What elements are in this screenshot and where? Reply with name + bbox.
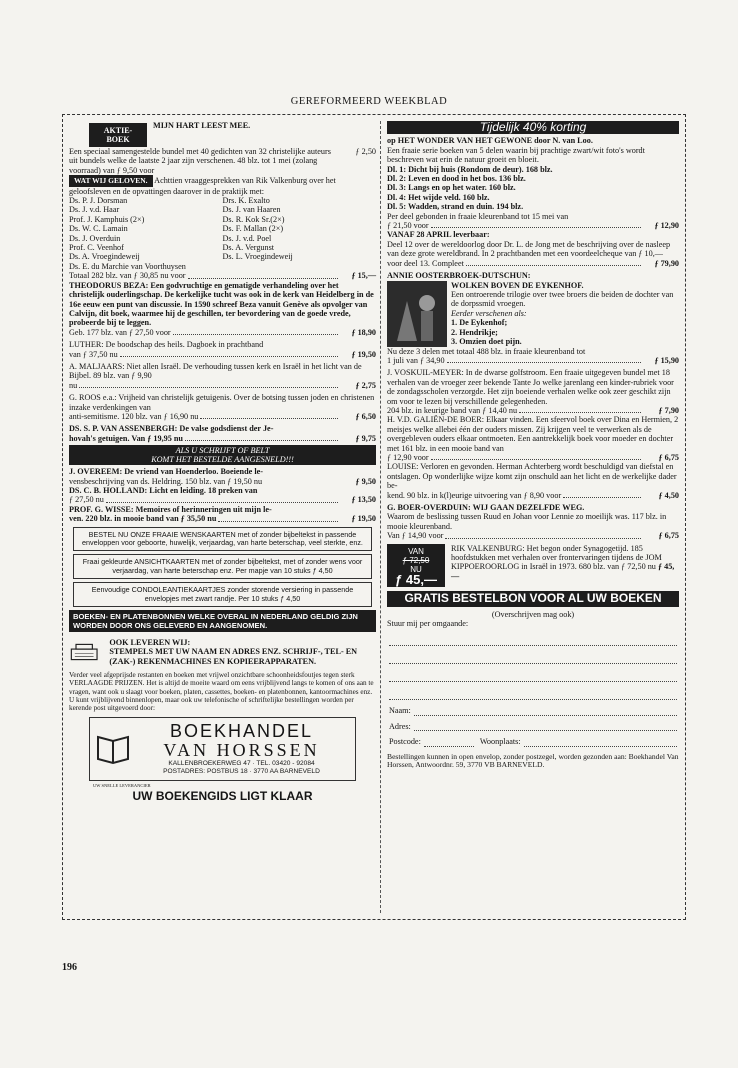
wat-total: Totaal 282 blz. van ƒ 30,85 nu voor bbox=[69, 271, 186, 281]
annie-last-1: Nu deze 3 delen met totaal 488 blz. in fraaie kleurenband tot bbox=[387, 346, 586, 356]
name-left-item: Ds. J. v.d. Haar bbox=[69, 205, 120, 215]
roos-price: ƒ 6,50 bbox=[355, 411, 376, 421]
galien-price: ƒ 6,75 bbox=[658, 452, 679, 462]
name-right-item: Ds. J. v.d. Poel bbox=[222, 233, 272, 243]
condoleantie-box: Eenvoudige CONDOLEANTIEKAARTJES zonder storende versiering in passende envelopjes met zwart randje. Per 10 stuks ƒ 4,50 bbox=[73, 582, 372, 607]
badge-van: VAN bbox=[408, 546, 424, 556]
name-right-item: Ds. R. Kok Sr.(2×) bbox=[222, 214, 285, 224]
rik-price: ƒ 45,— bbox=[451, 562, 675, 581]
schrijft-line-2: KOMT HET BESTELDE AANGESNELD!!! bbox=[151, 455, 294, 465]
rik-block bbox=[387, 544, 679, 588]
roos-last: anti-semitisme. 120 blz. van ƒ 16,90 nu bbox=[69, 411, 199, 421]
wat-text: Achttien vraaggesprekken van Rik Valkenburg over het geloofsleven en de opvattingen daarover in de praktijk met: bbox=[69, 176, 336, 196]
right-column bbox=[387, 121, 679, 913]
order-line-2[interactable] bbox=[389, 649, 677, 664]
order-line-3[interactable] bbox=[389, 667, 677, 682]
wonder-last-2: ƒ 21,50 voor bbox=[387, 221, 429, 231]
verder-text: Verder veel afgeprijsde restanten en boeken met vrijwel onzichtbare schoonheidsfoutjes tegen sterk VERLAAGDE PRIJZEN. Het is altijd de moeite waard om eens vrijblijvend langs te komen of ons aan te vragen, want ook u slaagt voor boeken, platen, cassettes, boeken- en platenbonnen, kantoormachines enz. U kunt vrijblijvend binnenlopen, maar ook uw telefonische of schriftelijke bestellingen worden per kerende post uitgevoerd door: bbox=[69, 671, 374, 713]
wenskaarten-box: BESTEL NU ONZE FRAAIE WENSKAARTEN met of zonder bijbeltekst in passende enveloppen voor geboorte, huwelijk, verjaardag, van harte beterschap, veel sterkte, enz. bbox=[73, 527, 372, 552]
wisse-text: PROF. G. WISSE: Memoires of herinneringen uit mijn le- bbox=[69, 504, 272, 514]
assenbergh-last: hovah's getuigen. Van ƒ 19,95 nu bbox=[69, 433, 183, 443]
ansichtkaarten-box: Fraai gekleurde ANSICHTKAARTEN met of zonder bijbeltekst, met of zonder wens voor verjaardag, van harte beterschap enz. Per mapje van 10 stuks ƒ 4,50 bbox=[73, 554, 372, 579]
name-left-item: Ds. P. J. Dorsman bbox=[69, 196, 128, 206]
shop-address-1: KALLENBROEKERWEG 47 · TEL. 03420 - 92084 bbox=[168, 759, 315, 767]
boer-last: Van ƒ 14,90 voor bbox=[387, 531, 444, 541]
advertisement-frame bbox=[62, 114, 686, 920]
luther-text: LUTHER: De boodschap des heils. Dagboek in prachtband bbox=[69, 340, 264, 350]
vanaf-price: ƒ 79,90 bbox=[654, 258, 679, 268]
wonder-last-1: Per deel gebonden in fraaie kleurenband tot 15 mei van bbox=[387, 211, 569, 221]
name-left-item: Ds. E. du Marchie van Voorthuysen bbox=[69, 261, 186, 271]
boer-heading: G. BOER-OVERDUIN: WIJ GAAN DEZELFDE WEG. bbox=[387, 503, 585, 512]
aktie-badge: AKTIE- BOEK bbox=[89, 123, 147, 147]
shop-address-2: POSTADRES: POSTBUS 18 · 3770 AA BARNEVELD bbox=[163, 767, 320, 775]
maljaars-text: A. MALJAARS: Niet allen Israël. De verhouding tussen kerk en Israël in het licht van de Bijbel. 89 blz. van ƒ 9,90 bbox=[69, 361, 362, 381]
deel-item: Dl. 5: Wadden, strand en duin. 194 blz. bbox=[387, 202, 524, 212]
aktie-price: ƒ 2,50 bbox=[355, 147, 376, 156]
louise-last: kend. 90 blz. in k(l)eurige uitvoering van ƒ 8,90 voor bbox=[387, 490, 562, 500]
name-left-item: Ds. W. C. Lamain bbox=[69, 224, 128, 234]
galien-last: ƒ 12,90 voor bbox=[387, 452, 429, 462]
annie-price: ƒ 15,90 bbox=[654, 355, 679, 365]
annie-block bbox=[387, 281, 679, 347]
overeem-last: vensbeschrijving van ds. Heldring. 150 blz. van ƒ 19,50 nu bbox=[69, 476, 263, 486]
stuur-label: Stuur mij per omgaande: bbox=[387, 619, 469, 629]
schrijft-line-1: ALS U SCHRIJFT OF BELT bbox=[175, 446, 270, 456]
aktie-text: Een speciaal samengestelde bundel met 40 gedichten van 32 christelijke auteurs uit bundels welke de laatste 2 jaar zijn verschenen. 48 blz. tot 1 mei (zolang voorraad) van ƒ 9,50 voor bbox=[69, 147, 331, 175]
aktie-title: MIJN HART LEEST MEE. bbox=[153, 121, 251, 130]
wat-badge: WAT WIJ GELOVEN. bbox=[69, 175, 153, 186]
adres-field[interactable] bbox=[389, 722, 677, 731]
woonplaats-label: Woonplaats: bbox=[479, 737, 521, 747]
price-badge bbox=[387, 544, 445, 588]
holland-price: ƒ 13,50 bbox=[351, 495, 376, 505]
wat-price: ƒ 15,— bbox=[351, 271, 376, 281]
ook-text: STEMPELS MET UW NAAM EN ADRES ENZ. SCHRIJF-, TEL- EN (ZAK-) REKENMACHINES EN KOPIEERAPPARATEN. bbox=[109, 647, 358, 666]
deel-item: Dl. 4: Het wijde veld. 160 blz. bbox=[387, 192, 490, 202]
name-right-item: Ds. F. Mallan (2×) bbox=[222, 224, 284, 234]
roos-text: G. ROOS e.a.: Vrijheid van christelijk getuigenis. Over de botsing tussen joden en christenen inzake verdenkingen van bbox=[69, 393, 375, 412]
wonder-heading: op HET WONDER VAN HET GEWONE door N. van Loo. bbox=[387, 136, 593, 146]
shop-name-2: VAN HORSSEN bbox=[163, 739, 320, 760]
boer-text: Waarom de beslissing tussen Ruud en Johan voor Lennie zo moeilijk was. 117 blz. in mooie kleurenband. bbox=[387, 512, 667, 531]
boekengids-heading: UW BOEKENGIDS LIGT KLAAR bbox=[132, 788, 313, 803]
badge-new-price: ƒ 45,— bbox=[395, 571, 437, 587]
bonnen-banner: BOEKEN- EN PLATENBONNEN WELKE OVERAL IN NEDERLAND GELDIG ZIJN WORDEN DOOR ONS GELEVERD EN AANGENOMEN. bbox=[69, 610, 376, 632]
shop-small-text: UW SNELLE LEVERANCIER bbox=[93, 782, 151, 788]
aktie-block bbox=[69, 121, 376, 147]
voskuil-text: J. VOSKUIL-MEYER: In de dwarse golfstroom. Een fraaie uitgegeven bundel met 18 verhalen van de vroeger zeer bekende Tante Jo welke jarenlang een kinder-rubriek voor de zondagsscholen verzorgde. Het zijn boeiende verhalen welke ook zeer geschikt zijn om voor te lezen bij verschillende gelegenheden. bbox=[387, 368, 674, 406]
vanaf-heading: VANAF 28 APRIL leverbaar: bbox=[387, 230, 490, 240]
vanaf-text: Deel 12 over de wereldoorlog door Dr. L. de Jong met de beschrijving over de nasleep van deze grote wereldbrand. In 2 prachtbanden met een voordeelcheque van ƒ 10,— bbox=[387, 239, 671, 259]
annie-text: Een ontroerende trilogie over twee broers die beiden de dochter van de dorpssmid vroegen. bbox=[451, 289, 674, 309]
book-cover-illustration bbox=[387, 281, 447, 347]
annie-eerder: Eerder verschenen als: bbox=[451, 308, 527, 318]
name-left-item: Prof. J. Kamphuis (2×) bbox=[69, 214, 145, 224]
voskuil-price: ƒ 7,90 bbox=[658, 405, 679, 415]
galien-text: H. V.D. GALIËN-DE BOER: Elkaar vinden. Een sfeervol boek over Dina en Hermien, 2 meisjes welke allebei één der ouders missen. Zij krijgen veel te verwerken als de overgebleven ouders elkaar ontmoeten. Een aantrekkelijk boek voor moeder en dochter met 161 blz. in een mooie band van bbox=[387, 415, 679, 453]
overschrijven-note: (Overschrijven mag ook) bbox=[491, 609, 575, 619]
deel-item: Dl. 1: Dicht bij huis (Rondom de deur). 168 blz. bbox=[387, 164, 553, 174]
cash-register-icon bbox=[69, 635, 99, 669]
left-column bbox=[69, 121, 381, 913]
shop-logo-box bbox=[89, 717, 356, 781]
deel-item: Dl. 2: Leven en dood in het bos. 136 blz. bbox=[387, 174, 526, 184]
luther-last: van ƒ 37,50 nu bbox=[69, 349, 118, 359]
beza-text: THEODORUS BEZA: Een godvruchtige en gematigde verhandeling over het christelijk ouderlingschap. De kerkelijke tucht was ook in de kerk van Heidelberg in de 16e eeuw een punt van discussie. In 1590 schreef Beza vanuit Genève als opvolger van Calvijn, dit boek, waarmee hij de geschillen, ter bevordering van de goede vrede, probeerde bij te leggen. bbox=[69, 280, 374, 328]
order-line-1[interactable] bbox=[389, 631, 677, 646]
shop-name-1: BOEKHANDEL bbox=[169, 720, 314, 741]
name-right-item: Ds. A. Vergunst bbox=[222, 243, 275, 253]
badge-nu: NU bbox=[410, 565, 422, 575]
name-left-item: Ds. J. Overduin bbox=[69, 233, 121, 243]
vanaf-last: voor deel 13. Compleet bbox=[387, 258, 464, 268]
louise-price: ƒ 4,50 bbox=[658, 490, 679, 500]
korting-title: Tijdelijk 40% korting bbox=[387, 121, 679, 134]
name-left-item: Ds. A. Vroegindeweij bbox=[69, 252, 140, 262]
wonder-text: Een fraaie serie boeken van 5 delen waarin bij prachtige zwart/wit foto's wordt beschreven wat erin de natuur groeit en bloeit. bbox=[387, 145, 645, 165]
rik-text: RIK VALKENBURG: Het begon onder Synagogetijd. 185 hoofdstukken met verhalen over frontervaringen tijdens de JOM KIPPOEROORLOG in Israël in 1973. 680 blz. van ƒ 72,50 nu bbox=[451, 543, 662, 572]
postcode-label: Postcode: bbox=[389, 737, 421, 747]
luther-price: ƒ 19,50 bbox=[351, 349, 376, 359]
annie-item: 3. Omzien doet pijn. bbox=[451, 336, 522, 346]
page-number: 196 bbox=[62, 962, 77, 973]
overeem-text: J. OVEREEM: De vriend van Hoenderloo. Boeiende le- bbox=[69, 467, 263, 477]
wisse-last: ven. 220 blz. in mooie band van ƒ 35,50 nu bbox=[69, 514, 217, 524]
assenbergh-text: DS. S. P. VAN ASSENBERGH: De valse godsdienst der Je- bbox=[69, 424, 274, 434]
annie-last-2: 1 juli van ƒ 34,90 bbox=[387, 355, 445, 365]
bestelbon-banner: GRATIS BESTELBON VOOR AL UW BOEKEN bbox=[387, 591, 679, 606]
deel-item: Dl. 3: Langs en op het water. 160 blz. bbox=[387, 183, 516, 193]
page-header: GEREFORMEERD WEEKBLAD bbox=[290, 96, 448, 107]
wisse-price: ƒ 19,50 bbox=[351, 514, 376, 524]
overeem-price: ƒ 9,50 bbox=[355, 476, 376, 486]
boer-price: ƒ 6,75 bbox=[658, 531, 679, 541]
holland-text: DS. C. B. HOLLAND: Licht en leiding. 18 preken van bbox=[69, 486, 258, 495]
adres-label: Adres: bbox=[389, 721, 411, 731]
postcode-woonplaats-field[interactable] bbox=[389, 737, 677, 746]
maljaars-last: nu bbox=[69, 380, 78, 390]
holland-last: ƒ 27,50 nu bbox=[69, 495, 104, 505]
annie-author: ANNIE OOSTERBROEK-DUTSCHUN: bbox=[387, 271, 531, 281]
assenbergh-price: ƒ 9,75 bbox=[355, 433, 376, 443]
delen-list bbox=[387, 165, 679, 212]
voskuil-last: 204 blz. in keurige band van ƒ 14,40 nu bbox=[387, 405, 518, 415]
ook-block bbox=[69, 635, 376, 669]
ook-title: OOK LEVEREN WIJ: bbox=[109, 637, 191, 647]
beza-price: ƒ 18,90 bbox=[351, 327, 376, 337]
schrijft-banner bbox=[69, 445, 376, 465]
annie-list bbox=[451, 318, 679, 346]
maljaars-price: ƒ 2,75 bbox=[355, 380, 376, 390]
book-logo-icon bbox=[94, 731, 132, 767]
name-left-item: Prof. C. Veenhof bbox=[69, 243, 124, 253]
name-right-item: Ds. J. van Haaren bbox=[222, 205, 281, 215]
annie-title: WOLKEN BOVEN DE EYKENHOF. bbox=[451, 280, 584, 290]
bestellingen-text: Bestellingen kunnen in open envelop, zonder postzegel, worden gezonden aan: Boekhandel Van Horssen, Antwoordnr. 59, 3770 VB BARNEVELD. bbox=[387, 751, 679, 770]
book-cover-image bbox=[387, 281, 447, 347]
names-list bbox=[69, 196, 376, 271]
wonder-price: ƒ 12,90 bbox=[654, 221, 679, 231]
order-line-4[interactable] bbox=[389, 685, 677, 700]
annie-item: 1. De Eykenhof; bbox=[451, 318, 508, 328]
name-right-item: Drs. K. Exalto bbox=[222, 196, 270, 206]
naam-label: Naam: bbox=[389, 706, 411, 716]
beza-last: Geb. 177 blz. van ƒ 27,50 voor bbox=[69, 327, 171, 337]
louise-text: LOUISE: Verloren en gevonden. Herman Achterberg wordt beschuldigd van diefstal en ontslagen. Op wonderlijke wijze komt zijn onschuld aan het licht en de werkelijke dader be- bbox=[387, 462, 677, 491]
badge-old-price: ƒ 72,50 bbox=[402, 556, 430, 566]
name-right-item: Ds. L. Vroegindeweij bbox=[222, 252, 293, 262]
annie-item: 2. Hendrikje; bbox=[451, 327, 498, 337]
naam-field[interactable] bbox=[389, 706, 677, 715]
